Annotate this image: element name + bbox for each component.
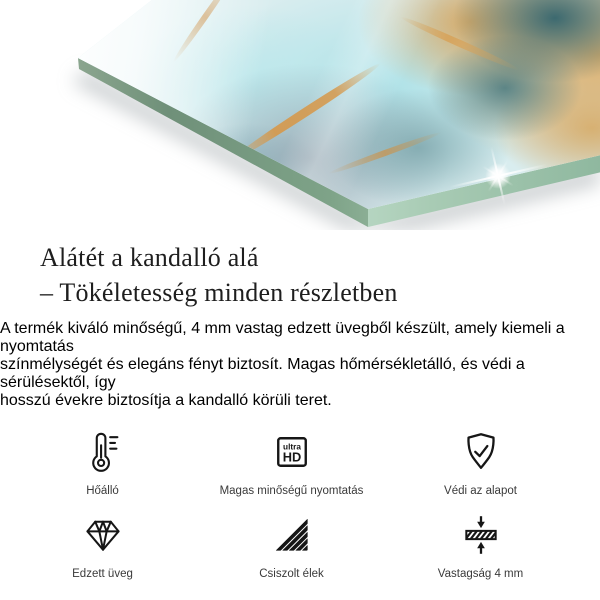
feature-label: Magas minőségű nyomtatás [219, 485, 364, 497]
page-title [40, 240, 560, 310]
feature-tempered-glass [8, 512, 197, 580]
feature-heat-resistant [8, 429, 197, 497]
ultra-hd-icon [270, 429, 314, 475]
page-title-line1: Alátét a kandalló alá [40, 243, 259, 272]
feature-grid [8, 429, 600, 580]
beveled-edge-icon [271, 512, 313, 558]
feature-polished-edges [197, 512, 386, 580]
gold-vein [328, 130, 443, 177]
product-image [0, 0, 600, 230]
svg-text:HD: HD [282, 449, 301, 465]
feature-protects-base [386, 429, 575, 497]
thermometer-icon [80, 429, 126, 475]
feature-label: Edzett üveg [72, 568, 133, 580]
feature-label: Vastagság 4 mm [437, 568, 524, 580]
feature-label: Csiszolt élek [259, 568, 324, 580]
svg-text:ultra: ultra [282, 442, 301, 452]
diamond-icon [81, 512, 125, 558]
description-line: színmélységét és elegáns fényt biztosít. Magas hőmérsékletálló, és védi a sérülésektől, így [0, 356, 525, 391]
thickness-icon [459, 512, 503, 558]
page-title-line2: – Tökéletesség minden részletben [40, 278, 398, 307]
feature-print-quality [197, 429, 386, 497]
gold-vein [171, 0, 239, 64]
shield-check-icon [458, 429, 504, 475]
feature-label: Védi az alapot [444, 485, 517, 497]
feature-label: Hőálló [86, 485, 119, 497]
feature-thickness [386, 512, 575, 580]
gold-vein [399, 14, 521, 73]
description-line: hosszú évekre biztosítja a kandalló körüli teret. [0, 392, 332, 409]
description-line: A termék kiváló minőségű, 4 mm vastag edzett üvegből készült, amely kiemeli a nyomtatás [0, 320, 565, 355]
